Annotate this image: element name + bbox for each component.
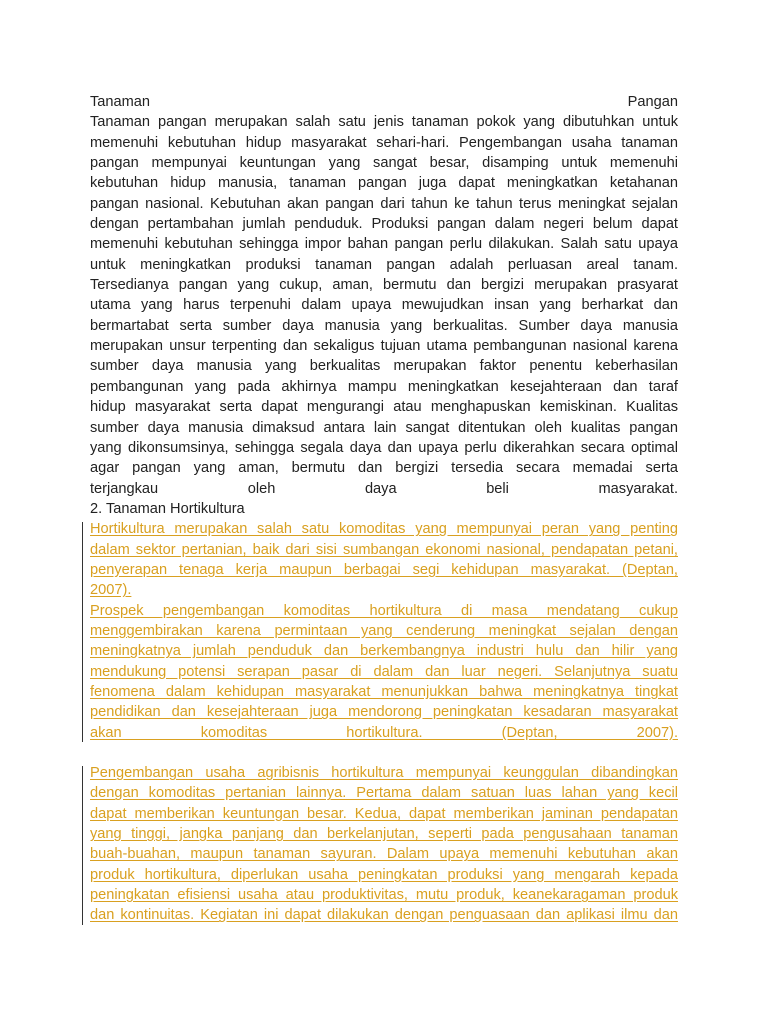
text-line: sumber daya manusia dimaksud antara lain sangat ditentukan oleh kualitas pangan: [90, 419, 678, 436]
revised-text-line: produk hortikultura, diperlukan usaha peningkatan produksi yang mengarah kepada: [90, 866, 678, 883]
change-bar: [82, 766, 83, 925]
paragraph-gap: [90, 743, 678, 763]
text-line: agar pangan yang aman, bermutu dan bergizi tersedia secara memadai serta: [90, 460, 678, 477]
text-line: hidup masyarakat serta dapat mengurangi atau menghapuskan kemiskinan. Kualitas: [90, 399, 678, 416]
revised-text-line: pendidikan dan kesejahteraan juga mendorong peningkatan kesadaran masyarakat: [90, 704, 678, 721]
revised-text-line: penyerapan tenaga kerja maupun berbagai segi kehidupan masyarakat. (Deptan,: [90, 561, 678, 578]
revised-text-line: buah-buahan, maupun tanaman sayuran. Dalam upaya memenuhi kebutuhan akan: [90, 846, 678, 863]
heading-right-word: Pangan: [627, 94, 678, 110]
revised-text-line: peningkatan efisiensi usaha atau produktivitas, mutu produk, keanekaragaman produk: [90, 887, 678, 904]
text-line: memenuhi kebutuhan hidup masyarakat sehari-hari. Pengembangan usaha tanaman: [90, 134, 678, 151]
revised-text-line: menggembirakan karena permintaan yang cenderung meningkat sejalan dengan: [90, 622, 678, 639]
text-line: pembangunan yang pada akhirnya mampu meningkatkan kesejahteraan dan taraf: [90, 378, 678, 395]
revised-text-line: yang tinggi, jangka panjang dan berkelanjutan, seperti pada pengusahaan tanaman: [90, 826, 678, 843]
revised-text-line: dan kontinuitas. Kegiatan ini dapat dilakukan dengan penguasaan dan aplikasi ilmu dan: [90, 907, 678, 924]
text-line: pangan mempunyai keuntungan yang sangat besar, disamping untuk memenuhi: [90, 155, 678, 172]
text-line: kebutuhan hidup manusia, tanaman pangan juga dapat meningkatkan ketahanan: [90, 175, 678, 192]
revised-text-line: Pengembangan usaha agribisnis hortikultura mempunyai keunggulan dibandingkan: [90, 765, 678, 781]
revised-text-line: Prospek pengembangan komoditas hortikultura di masa mendatang cukup: [90, 602, 678, 619]
revised-text-line: dalam sektor pertanian, baik dari sisi sumbangan ekonomi nasional, pendapatan petani,: [90, 541, 678, 558]
revised-text-line: dengan komoditas pertanian lainnya. Pertama dalam satuan luas lahan yang kecil: [90, 785, 678, 802]
document-page: [90, 92, 678, 926]
text-line: dengan pertambahan jumlah penduduk. Produksi pangan dalam negeri belum dapat: [90, 216, 678, 233]
revised-text-line: fenomena dalam kehidupan masyarakat menunjukkan bahwa meningkatnya tingkat: [90, 683, 678, 700]
text-line: memenuhi kebutuhan sehingga impor bahan pangan perlu dilakukan. Salah satu upaya: [90, 236, 678, 253]
revised-text-line: akan komoditas hortikultura. (Deptan, 2007).: [90, 724, 678, 741]
heading-left-word: Tanaman: [90, 94, 151, 110]
text-line: Tersedianya pangan yang cukup, aman, bermutu dan bergizi merupakan prasyarat: [90, 277, 678, 294]
revised-text-line: mendukung potensi serapan pasar di dalam dan luar negeri. Selanjutnya suatu: [90, 663, 678, 680]
text-line: utama yang harus terpenuhi dalam upaya mewujudkan insan yang berharkat dan: [90, 297, 678, 314]
text-line: merupakan unsur terpenting dan sekaligus tujuan utama pembangunan nasional karena: [90, 338, 678, 355]
text-line: Tanaman pangan merupakan salah satu jenis tanaman pokok yang dibutuhkan untuk: [90, 114, 678, 131]
paragraph-tanaman-pangan: [90, 112, 678, 499]
revision-block-1: [90, 519, 678, 743]
text-line: sumber daya manusia yang berkualitas merupakan faktor penentu keberhasilan: [90, 358, 678, 375]
revision-block-2: [90, 763, 678, 926]
revised-text-line: 2007).: [90, 582, 132, 599]
text-line: bermartabat serta sumber daya manusia yang berkualitas. Sumber daya manusia: [90, 317, 678, 334]
text-line: pangan nasional. Kebutuhan akan pangan dari tahun ke tahun terus meningkat sejalan: [90, 195, 678, 212]
revised-text-line: Hortikultura merupakan salah satu komoditas yang mempunyai peran yang penting: [90, 521, 678, 538]
revised-text-line: dapat memberikan keuntungan besar. Kedua, dapat memberikan jaminan pendapatan: [90, 805, 678, 822]
revised-text-line: meningkatnya jumlah penduduk dan berkembangnya industri hulu dan hilir yang: [90, 643, 678, 660]
text-line: terjangkau oleh daya beli masyarakat.: [90, 480, 678, 497]
text-line: untuk meningkatkan produksi tanaman pangan adalah perluasan areal tanam.: [90, 256, 678, 273]
section-heading-tanaman-pangan: [90, 92, 678, 112]
text-line: yang dikonsumsinya, sehingga segala daya dan upaya perlu dikerahkan secara optimal: [90, 439, 678, 456]
change-bar: [82, 522, 83, 742]
section-heading-hortikultura: 2. Tanaman Hortikultura: [90, 500, 245, 517]
